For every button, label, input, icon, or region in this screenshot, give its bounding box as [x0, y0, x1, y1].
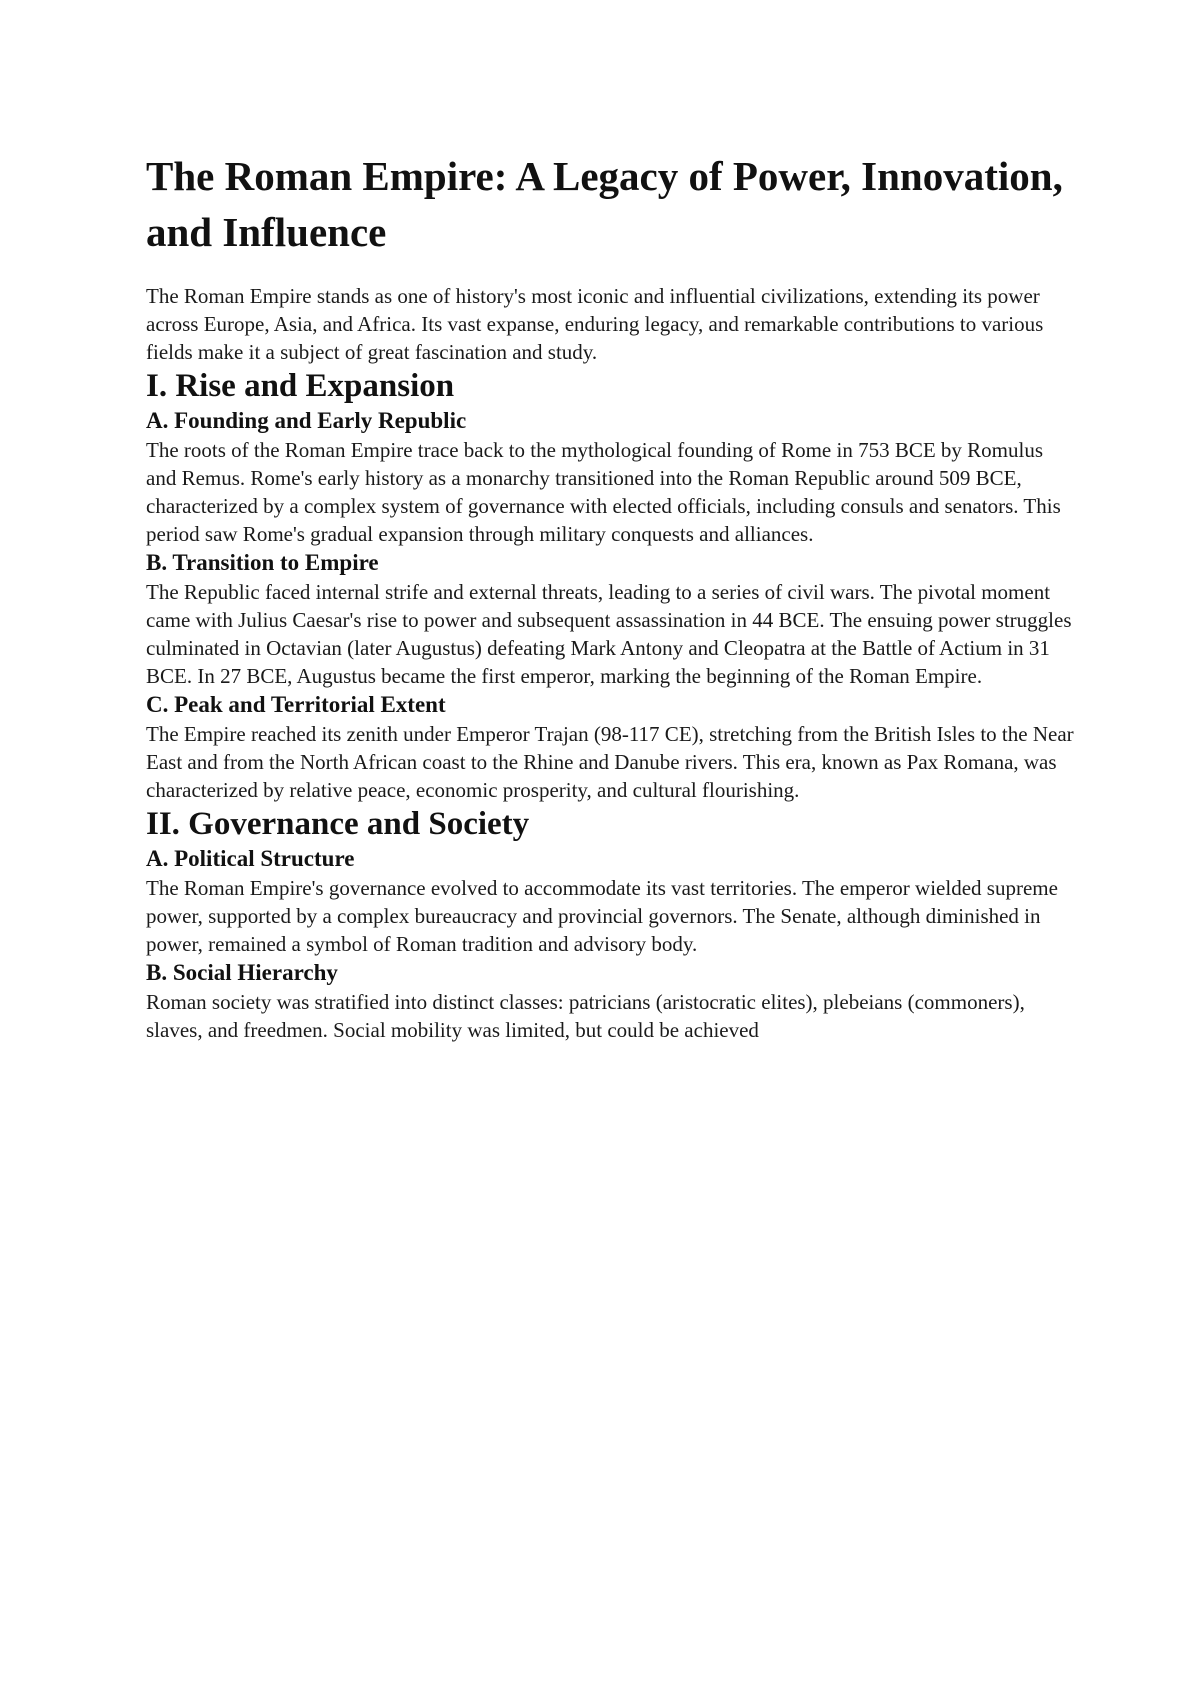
section-heading-rise-and-expansion: I. Rise and Expansion	[146, 368, 455, 404]
subsection-heading-social-hierarchy: B. Social Hierarchy	[146, 960, 338, 985]
document-page	[146, 148, 1076, 1044]
paragraph-founding: The roots of the Roman Empire trace back to the mythological founding of Rome in 753 BCE by Romulus and Remus. Rome's early history as a monarchy transitioned into the Roman Republic around 509 BCE, characterized by a complex system of governance with elected officials, including consuls and senators. This period saw Rome's gradual expansion through military conquests and alliances.	[146, 438, 1061, 546]
paragraph-political-structure: The Roman Empire's governance evolved to accommodate its vast territories. The emperor wielded supreme power, supported by a complex bureaucracy and provincial governors. The Senate, although diminished in power, remained a symbol of Roman tradition and advisory body.	[146, 876, 1058, 956]
subsection-heading-political-structure: A. Political Structure	[146, 846, 355, 871]
section-heading-governance-and-society: II. Governance and Society	[146, 806, 530, 842]
paragraph-peak: The Empire reached its zenith under Emperor Trajan (98-117 CE), stretching from the British Isles to the Near East and from the North African coast to the Rhine and Danube rivers. This era, known as Pax Romana, was characterized by relative peace, economic prosperity, and cultural flourishing.	[146, 722, 1074, 802]
subsection-heading-transition: B. Transition to Empire	[146, 550, 379, 575]
subsection-heading-peak: C. Peak and Territorial Extent	[146, 692, 446, 717]
document-title: The Roman Empire: A Legacy of Power, Innovation, and Influence	[146, 153, 1063, 255]
subsection-heading-founding: A. Founding and Early Republic	[146, 408, 467, 433]
paragraph-transition: The Republic faced internal strife and external threats, leading to a series of civil wars. The pivotal moment came with Julius Caesar's rise to power and subsequent assassination in 44 BCE. The ensuing power struggles culminated in Octavian (later Augustus) defeating Mark Antony and Cleopatra at the Battle of Actium in 31 BCE. In 27 BCE, Augustus became the first emperor, marking the beginning of the Roman Empire.	[146, 580, 1072, 688]
paragraph-social-hierarchy: Roman society was stratified into distinct classes: patricians (aristocratic elites), plebeians (commoners), slaves, and freedmen. Social mobility was limited, but could be achieved	[146, 990, 1025, 1042]
intro-paragraph: The Roman Empire stands as one of history's most iconic and influential civilizations, extending its power across Europe, Asia, and Africa. Its vast expanse, enduring legacy, and remarkable contributions to various fields make it a subject of great fascination and study.	[146, 284, 1044, 364]
